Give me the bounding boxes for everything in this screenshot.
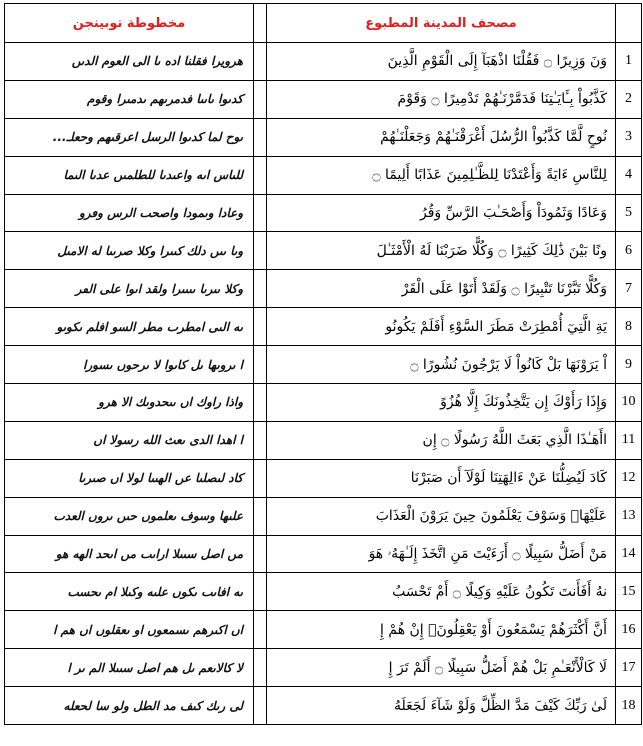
manuscript-cell: ا اهدا الدى ٮعث الله رسولا اں (5, 421, 254, 459)
mushaf-cell: كَادَ لَيُضِلُّنَا عَنْ ءَالِهَتِنَا لَوْلَآ أَن صَبَرْنَا (267, 459, 616, 497)
manuscript-cell: اں اكىرهم ىسمعوں او ىعقلوں اں هم ا (5, 611, 254, 649)
table-row (5, 459, 642, 497)
gap-cell (254, 535, 267, 573)
gap-cell (254, 497, 267, 535)
table-row (5, 649, 642, 687)
mushaf-cell: مَنْ أَضَلُّ سَبِيلًا ۝ أَرَءَيْتَ مَنِ اتَّخَذَ إِلَـٰهَهُۥ هَوَ (267, 535, 616, 573)
mushaf-cell: وَنَ وَزِيرًا ۝ فَقُلْنَا اذْهَبَآ إِلَى الْقَوْمِ الَّذِينَ (267, 43, 616, 81)
manuscript-cell: وكلا ىىرىا ىىىىرا ولقد اىوا على الٯر (5, 270, 254, 308)
gap-cell (254, 649, 267, 687)
manuscript-cell: وىا ٮىں دلك كىىرا وكلا صرىىا له الامىل (5, 232, 254, 270)
manuscript-cell: للىاس اىه واعىدىا للطلمىں عدىا الىما (5, 156, 254, 194)
table-row (5, 421, 642, 459)
manuscript-cell: واذا راوك اں ىىحدوىك الا هرو (5, 384, 254, 422)
table-row (5, 118, 642, 156)
mushaf-cell: نهُ أَفَأَنتَ تَكُونُ عَلَيْهِ وَكِيلًا ۝ أَمْ تَحْسَبُ (267, 573, 616, 611)
mushaf-cell: وَعَادًا وَثَمُودَاْ وَأَصْحَـٰبَ الرَّسِّ وَقُرُ (267, 194, 616, 232)
gap-cell (254, 232, 267, 270)
mushaf-cell: وَكُلًّا تَبَّرْنَا تَتْبِيرًا ۝ وَلَقَدْ أَتَوْا عَلَى الْقَرْ (267, 270, 616, 308)
manuscript-cell: هرويرا فقلنا اده ٮا الى العوم الدىں (5, 43, 254, 81)
gap-cell (254, 573, 267, 611)
line-number: 2 (616, 80, 642, 118)
gap-column-header (254, 4, 267, 43)
table-row (5, 535, 642, 573)
table-row (5, 611, 642, 649)
line-number: 10 (616, 384, 642, 422)
line-number: 1 (616, 43, 642, 81)
table-row (5, 43, 642, 81)
line-number: 17 (616, 649, 642, 687)
mushaf-cell: لَا كَالْأَنْعَـٰمِ بَلْ هُمْ أَضَلُّ سَبِيلًا ۝ أَلَمْ تَرَ إِ (267, 649, 616, 687)
table-body (5, 43, 642, 725)
gap-cell (254, 308, 267, 346)
mushaf-cell: نُوحٍ لَّمَّا كَذَّبُواْ الرُّسُلَ أَغْرَقْنَـٰهُمْ وَجَعَلْنَـٰهُمْ (267, 118, 616, 156)
line-number: 15 (616, 573, 642, 611)
mushaf-cell: وَإِذَا رَأَوْكَ إِن يَتَّخِذُونَكَ إِلَّا هُزُوً (267, 384, 616, 422)
mushaf-cell: ونًا بَيْنَ ذَٰلِكَ كَثِيرًا ۝ وَكُلًّا ضَرَبْنَا لَهُ الْأَمْثَـٰلَ (267, 232, 616, 270)
mushaf-cell: يَةِ الَّتِيٓ أُمْطِرَتْ مَطَرَ السَّوْءِ أَفَلَمْ يَكُونُو (267, 308, 616, 346)
table-row (5, 497, 642, 535)
manuscript-cell: ا ىروىها ٮل كاىوا لا ىرحوں ىسورا (5, 346, 254, 384)
gap-cell (254, 346, 267, 384)
gap-cell (254, 384, 267, 422)
manuscript-cell: ىه الىى امطرٮ مطر السو افلم ىكوىو (5, 308, 254, 346)
manuscript-cell: ىه افاىٮ ىكوں علىه وكىلا ام ىحسٮ (5, 573, 254, 611)
table-row (5, 80, 642, 118)
gap-cell (254, 156, 267, 194)
mushaf-column-header: مصحف المدينة المطبوع (267, 4, 616, 43)
table-row (5, 156, 642, 194)
table-row (5, 270, 642, 308)
line-number: 8 (616, 308, 642, 346)
manuscript-cell: كاد لىصلىا عں الهىىا لولا اں صٮرىا (5, 459, 254, 497)
mushaf-cell: اأَهَـٰذَا الَّذِي بَعَثَ اللَّهُ رَسُولًا ۝ إِن (267, 421, 616, 459)
line-number: 13 (616, 497, 642, 535)
mushaf-cell: اْ يَرَوْنَهَا بَلْ كَانُواْ لَا يَرْجُونَ نُشُورًا ۝ (267, 346, 616, 384)
table-row (5, 346, 642, 384)
gap-cell (254, 611, 267, 649)
line-number: 7 (616, 270, 642, 308)
table-row (5, 573, 642, 611)
table-row (5, 308, 642, 346)
gap-cell (254, 270, 267, 308)
manuscript-cell: لى رٮك كىف مد الطل ولو سا لحعله (5, 687, 254, 725)
line-number: 11 (616, 421, 642, 459)
number-column-header (616, 4, 642, 43)
line-number: 6 (616, 232, 642, 270)
header-row (5, 4, 642, 43)
gap-cell (254, 194, 267, 232)
line-number: 12 (616, 459, 642, 497)
gap-cell (254, 687, 267, 725)
manuscript-cell: ىوح لما كدىوا الرسل اعرقىهم وحعلـ... (5, 118, 254, 156)
gap-cell (254, 459, 267, 497)
gap-cell (254, 43, 267, 81)
mushaf-cell: أَنَّ أَكْثَرَهُمْ يَسْمَعُونَ أَوْ يَعْقِلُونَۚ إِنْ هُمْ إِ (267, 611, 616, 649)
mushaf-cell: عَلَيْهَاۚ وَسَوْفَ يَعْلَمُونَ حِينَ يَرَوْنَ الْعَذَابَ (267, 497, 616, 535)
line-number: 16 (616, 611, 642, 649)
line-number: 9 (616, 346, 642, 384)
line-number: 5 (616, 194, 642, 232)
comparison-table (4, 3, 642, 725)
manuscript-cell: كدىوا ٮاىٮا فدمرىهم ىدمىرا وقوم (5, 80, 254, 118)
manuscript-cell: لا كالاىعم ٮل هم اصل سٮىلا الم ىر ا (5, 649, 254, 687)
table-row (5, 194, 642, 232)
line-number: 4 (616, 156, 642, 194)
mushaf-cell: لَىٰ رَبِّكَ كَيْفَ مَدَّ الظِّلَّ وَلَوْ شَآءَ لَجَعَلَهُ (267, 687, 616, 725)
mushaf-cell: كَذَّبُواْ بِـَٔايَـٰتِنَا فَدَمَّرْنَـٰهُمْ تَدْمِيرًا ۝ وَقَوْمَ (267, 80, 616, 118)
table-row (5, 384, 642, 422)
mushaf-cell: لِلنَّاسِ ءَايَةً وَأَعْتَدْنَا لِلظَّـٰلِمِينَ عَذَابًا أَلِيمًا ۝ (267, 156, 616, 194)
table-row (5, 232, 642, 270)
gap-cell (254, 118, 267, 156)
line-number: 3 (616, 118, 642, 156)
table-row (5, 687, 642, 725)
manuscript-cell: مں اصل سٮىلا اراىٮ مں اىحد الهه هو (5, 535, 254, 573)
manuscript-cell: علىها وسوف ىعلموں حىں ىروں العدٮ (5, 497, 254, 535)
line-number: 18 (616, 687, 642, 725)
line-number: 14 (616, 535, 642, 573)
gap-cell (254, 80, 267, 118)
gap-cell (254, 421, 267, 459)
manuscript-cell: وعادا وىمودا واصحٮ الرس وٯرو (5, 194, 254, 232)
manuscript-column-header: مخطوطة توبينجن (5, 4, 254, 43)
